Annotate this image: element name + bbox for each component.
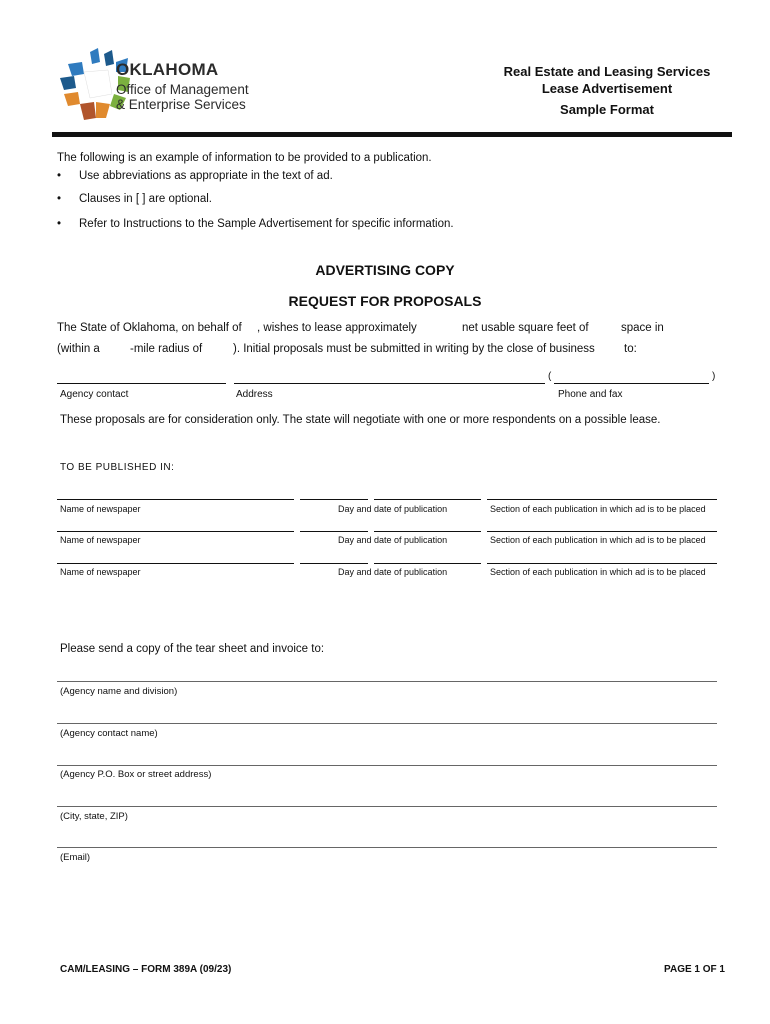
phone-fax-label: Phone and fax bbox=[558, 389, 623, 400]
day-date-label: Day and date of publication bbox=[338, 535, 448, 545]
agency-name-field[interactable] bbox=[57, 681, 717, 682]
body-text: , wishes to lease approximately bbox=[257, 322, 417, 334]
agency-contact-label: Agency contact bbox=[60, 389, 129, 400]
email-field[interactable] bbox=[57, 847, 717, 848]
publication-date-field[interactable] bbox=[374, 563, 481, 564]
agency-contact-field[interactable] bbox=[57, 383, 226, 384]
phone-fax-field[interactable] bbox=[554, 383, 709, 384]
city-state-zip-field[interactable] bbox=[57, 806, 717, 807]
bullet-item: • Clauses in [ ] are optional. bbox=[57, 193, 212, 205]
section-label: Section of each publication in which ad is to be placed bbox=[490, 504, 706, 514]
newspaper-name-field[interactable] bbox=[57, 531, 294, 532]
body-text: The State of Oklahoma, on behalf of bbox=[57, 322, 242, 334]
page-number: PAGE 1 OF 1 bbox=[664, 964, 725, 975]
newspaper-label: Name of newspaper bbox=[60, 567, 141, 577]
section-label: Section of each publication in which ad is to be placed bbox=[490, 535, 706, 545]
paren-open: ( bbox=[548, 371, 552, 382]
logo-state-name: OKLAHOMA bbox=[116, 60, 219, 79]
agency-contact-name-field[interactable] bbox=[57, 723, 717, 724]
header-divider bbox=[52, 132, 732, 137]
form-number: CAM/LEASING – FORM 389A (09/23) bbox=[60, 964, 232, 975]
agency-address-field[interactable] bbox=[57, 765, 717, 766]
bullet-item: • Refer to Instructions to the Sample Advertisement for specific information. bbox=[57, 218, 454, 230]
publish-heading: TO BE PUBLISHED IN: bbox=[60, 462, 175, 473]
newspaper-name-field[interactable] bbox=[57, 563, 294, 564]
section-label: Section of each publication in which ad is to be placed bbox=[490, 567, 706, 577]
body-text: -mile radius of bbox=[130, 343, 203, 355]
newspaper-label: Name of newspaper bbox=[60, 504, 141, 514]
address-label: Address bbox=[236, 389, 273, 400]
publication-day-field[interactable] bbox=[300, 499, 368, 500]
publication-date-field[interactable] bbox=[374, 499, 481, 500]
agency-name-label: (Agency name and division) bbox=[60, 686, 178, 697]
logo-org-line2: & Enterprise Services bbox=[116, 97, 246, 112]
tearsheet-heading: Please send a copy of the tear sheet and invoice to: bbox=[60, 643, 325, 655]
publication-section-field[interactable] bbox=[487, 499, 717, 500]
title-advertising-copy: ADVERTISING COPY bbox=[315, 262, 455, 278]
publication-date-field[interactable] bbox=[374, 531, 481, 532]
address-field[interactable] bbox=[234, 383, 545, 384]
publication-day-field[interactable] bbox=[300, 531, 368, 532]
intro-text: The following is an example of information to be provided to a publication. bbox=[57, 152, 432, 164]
publication-day-field[interactable] bbox=[300, 563, 368, 564]
city-state-zip-label: (City, state, ZIP) bbox=[60, 811, 128, 822]
newspaper-name-field[interactable] bbox=[57, 499, 294, 500]
body-text: space in bbox=[621, 322, 664, 334]
body-text: net usable square feet of bbox=[462, 322, 589, 334]
email-label: (Email) bbox=[60, 852, 91, 863]
body-text: to: bbox=[624, 343, 637, 355]
logo-org-line1: Office of Management bbox=[116, 82, 249, 97]
bullet-item: • Use abbreviations as appropriate in the text of ad. bbox=[57, 170, 333, 182]
agency-address-label: (Agency P.O. Box or street address) bbox=[60, 769, 212, 780]
body-text: (within a bbox=[57, 343, 100, 355]
header-format: Sample Format bbox=[560, 102, 654, 117]
newspaper-label: Name of newspaper bbox=[60, 535, 141, 545]
title-request-for-proposals: REQUEST FOR PROPOSALS bbox=[288, 293, 482, 309]
agency-contact-name-label: (Agency contact name) bbox=[60, 728, 158, 739]
publication-section-field[interactable] bbox=[487, 531, 717, 532]
header-document-type: Lease Advertisement bbox=[541, 81, 673, 96]
day-date-label: Day and date of publication bbox=[338, 567, 448, 577]
publication-section-field[interactable] bbox=[487, 563, 717, 564]
consideration-note: These proposals are for consideration only. The state will negotiate with one or more respondents on a possible lease. bbox=[60, 414, 661, 426]
paren-close: ) bbox=[712, 371, 716, 382]
day-date-label: Day and date of publication bbox=[338, 504, 448, 514]
body-text: ). Initial proposals must be submitted in writing by the close of business bbox=[233, 343, 595, 355]
header-department: Real Estate and Leasing Services bbox=[503, 64, 711, 79]
